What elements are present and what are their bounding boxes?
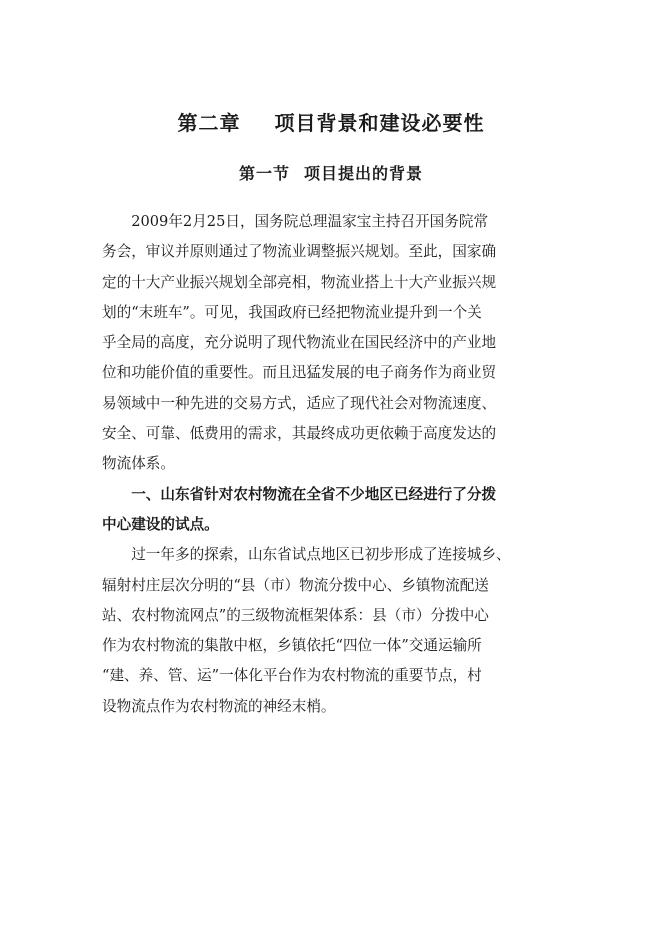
subheading-line: 一、山东省针对农村物流在全省不少地区已经进行了分拨 <box>102 485 497 503</box>
text-line: 物流体系。 <box>102 455 175 473</box>
text-line: 过一年多的探索，山东省试点地区已初步形成了连接城乡、 <box>102 546 511 564</box>
chapter-heading <box>0 107 662 136</box>
text-line: 站、农村物流网点”的三级物流框架体系：县（市）分拨中心 <box>102 606 489 624</box>
text-line: 位和功能价值的重要性。而且迅猛发展的电子商务作为商业贸 <box>102 364 497 382</box>
chapter-title-text: 项目背景和建设必要性 <box>274 111 485 135</box>
text-line: 划的“末班车”。可见，我国政府已经把物流业提升到一个关 <box>102 303 482 321</box>
text-line: 易领域中一种先进的交易方式，适应了现代社会对物流速度、 <box>102 394 497 412</box>
section-number: 第一节 <box>238 164 290 183</box>
text-line: 定的十大产业振兴规划全部亮相，物流业搭上十大产业振兴规 <box>102 273 497 291</box>
subheading-line: 中心建设的试点。 <box>102 515 219 533</box>
text-line: 作为农村物流的集散中枢，乡镇依托“四位一体”交通运输所 <box>102 637 482 655</box>
text-line: 辐射村庄层次分明的“县（市）物流分拨中心、乡镇物流配送 <box>102 576 489 594</box>
text-line: 务会，审议并原则通过了物流业调整振兴规划。至此，国家确 <box>102 243 497 261</box>
text-line: 安全、可靠、低费用的需求，其最终成功更依赖于高度发达的 <box>102 425 497 443</box>
text-line: “建、养、管、运”一体化平台作为农村物流的重要节点，村 <box>102 667 482 685</box>
text-line: 2009年2月25日，国务院总理温家宝主持召开国务院常 <box>102 213 489 230</box>
section-heading <box>0 161 662 184</box>
section-title-text: 项目提出的背景 <box>304 164 424 183</box>
text-line: 设物流点作为农村物流的神经末梢。 <box>102 697 336 715</box>
chapter-number: 第二章 <box>177 111 241 135</box>
body-text <box>102 207 562 722</box>
text-line: 乎全局的高度，充分说明了现代物流业在国民经济中的产业地 <box>102 334 497 352</box>
